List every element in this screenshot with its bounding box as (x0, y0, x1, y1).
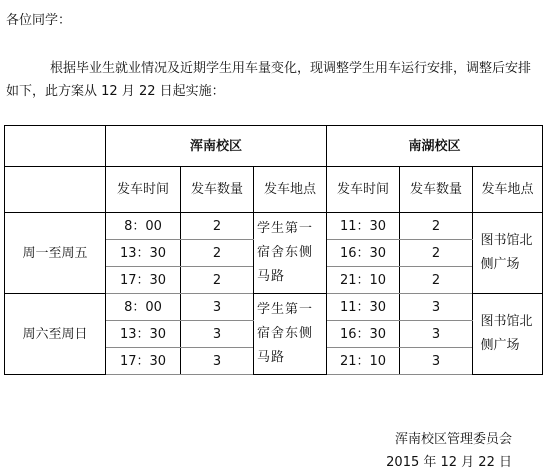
signature-committee: 浑南校区管理委员会 (394, 432, 512, 447)
period-cell: 周一至周五 (5, 213, 106, 294)
nanhu-time-cell: 11：30 (327, 294, 400, 321)
nanhu-time-cell: 16：30 (327, 321, 400, 348)
hunnan-time-cell: 8：00 (106, 294, 181, 321)
greeting-text: 各位同学： (6, 13, 72, 28)
empty-header-cell (5, 167, 106, 213)
nanhu-location-text: 图书馆北侧广场 (480, 233, 533, 272)
hunnan-count-cell: 3 (181, 348, 254, 375)
notice-paragraph-line-2: 如下，此方案从 12 月 22 日起实施： (6, 84, 225, 99)
column-header-departure-time: 发车时间 (327, 167, 400, 213)
nanhu-count-cell: 3 (400, 321, 473, 348)
hunnan-count-cell: 2 (181, 240, 254, 267)
table-row (5, 213, 543, 240)
column-header-departure-location: 发车地点 (473, 167, 543, 213)
hunnan-location-text: 学生第一宿舍东侧马路 (257, 302, 314, 365)
hunnan-location-text: 学生第一宿舍东侧马路 (257, 221, 314, 284)
campus-header-row (5, 126, 543, 167)
hunnan-time-cell: 8：00 (106, 213, 181, 240)
hunnan-time-cell: 17：30 (106, 267, 181, 294)
signature-date: 2015 年 12 月 22 日 (386, 455, 512, 470)
nanhu-location-cell (473, 213, 543, 294)
column-header-row (5, 167, 543, 213)
column-header-bus-count: 发车数量 (181, 167, 254, 213)
hunnan-time-cell: 13：30 (106, 321, 181, 348)
nanhu-count-cell: 2 (400, 240, 473, 267)
column-header-bus-count: 发车数量 (400, 167, 473, 213)
nanhu-location-cell (473, 294, 543, 375)
nanhu-count-cell: 2 (400, 267, 473, 294)
nanhu-count-cell: 3 (400, 348, 473, 375)
hunnan-location-cell (254, 294, 327, 375)
hunnan-time-cell: 13：30 (106, 240, 181, 267)
hunnan-location-cell (254, 213, 327, 294)
column-header-departure-location: 发车地点 (254, 167, 327, 213)
nanhu-time-cell: 21：10 (327, 267, 400, 294)
nanhu-count-cell: 3 (400, 294, 473, 321)
nanhu-time-cell: 11：30 (327, 213, 400, 240)
hunnan-count-cell: 2 (181, 267, 254, 294)
hunnan-count-cell: 2 (181, 213, 254, 240)
bus-schedule-table (4, 125, 543, 375)
period-cell: 周六至周日 (5, 294, 106, 375)
table-row (5, 294, 543, 321)
hunnan-count-cell: 3 (181, 294, 254, 321)
campus-header-hunnan: 浑南校区 (106, 126, 327, 167)
empty-corner-cell (5, 126, 106, 167)
nanhu-location-text: 图书馆北侧广场 (480, 314, 533, 353)
hunnan-count-cell: 3 (181, 321, 254, 348)
notice-paragraph-line-1: 根据毕业生就业情况及近期学生用车量变化，现调整学生用车运行安排，调整后安排 (50, 61, 532, 76)
nanhu-time-cell: 16：30 (327, 240, 400, 267)
campus-header-nanhu: 南湖校区 (327, 126, 543, 167)
column-header-departure-time: 发车时间 (106, 167, 181, 213)
nanhu-time-cell: 21：10 (327, 348, 400, 375)
hunnan-time-cell: 17：30 (106, 348, 181, 375)
nanhu-count-cell: 2 (400, 213, 473, 240)
